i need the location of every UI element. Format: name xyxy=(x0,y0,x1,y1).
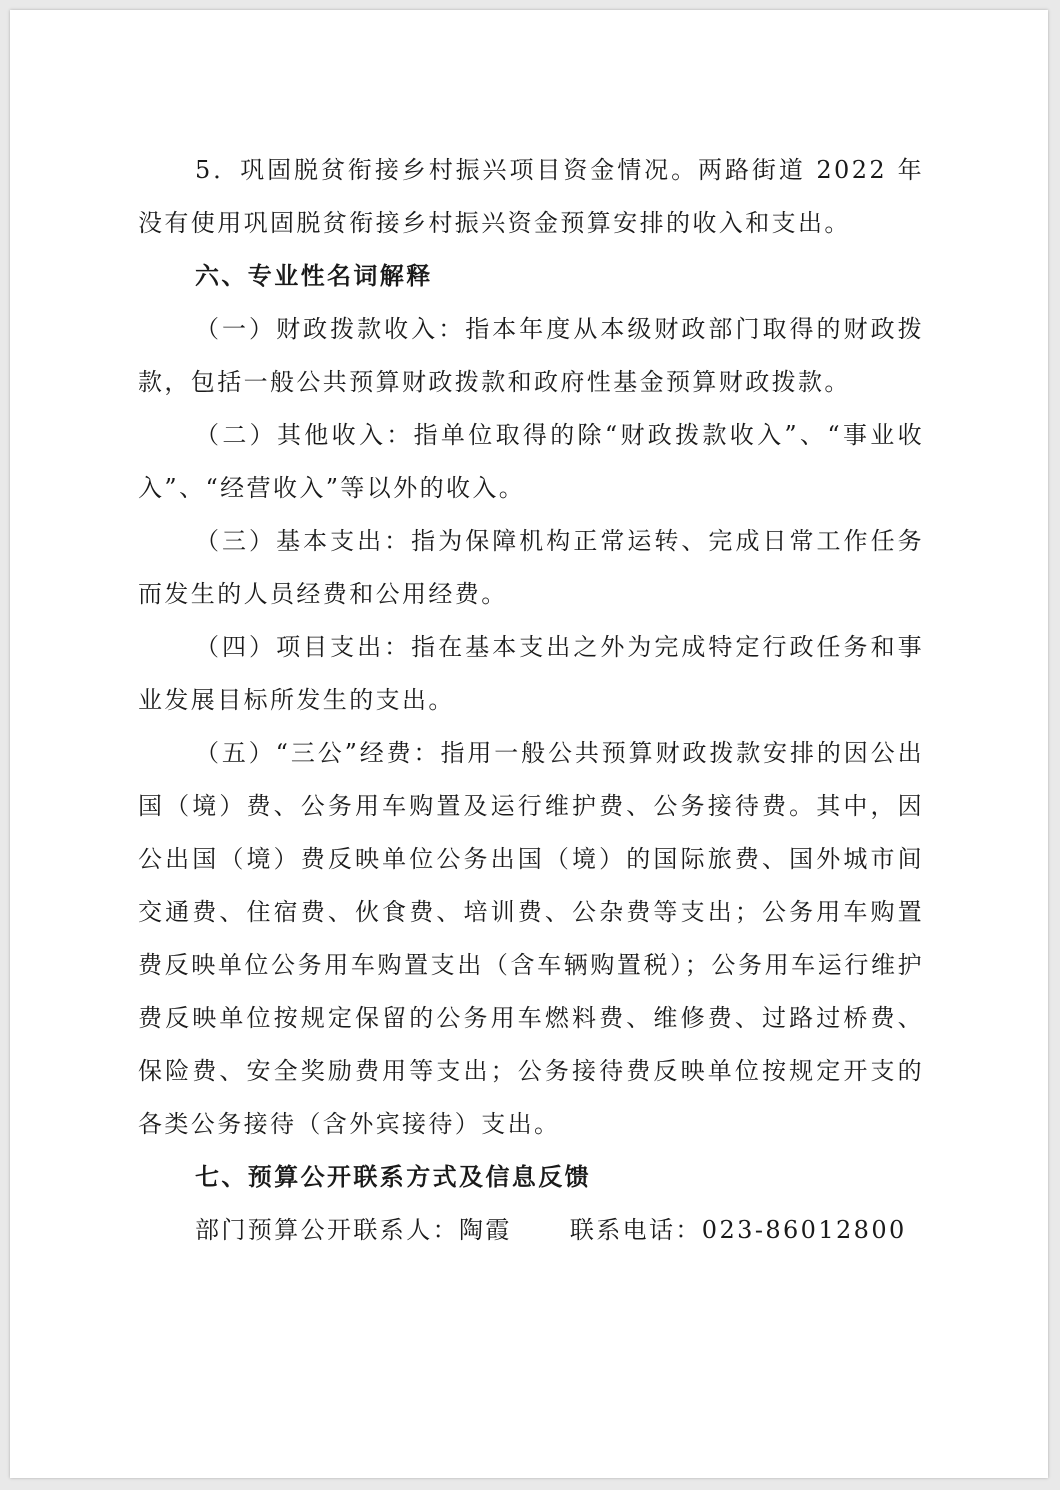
paragraph-item5: 5．巩固脱贫衔接乡村振兴项目资金情况。两路街道 2022 年没有使用巩固脱贫衔接乡村振兴资金预算安排的收入和支出。 xyxy=(138,156,924,237)
paragraph-term-4: （四）项目支出：指在基本支出之外为完成特定行政任务和事业发展目标所发生的支出。 xyxy=(138,633,924,714)
contact-phone: 联系电话：023-86012800 xyxy=(569,1216,907,1244)
paragraph-term-1: （一）财政拨款收入：指本年度从本级财政部门取得的财政拨款，包括一般公共预算财政拨款和政府性基金预算财政拨款。 xyxy=(138,315,924,396)
document-body xyxy=(138,144,924,1257)
paragraph-term-2: （二）其他收入：指单位取得的除“财政拨款收入”、“事业收入”、“经营收入”等以外的收入。 xyxy=(138,421,924,502)
document-page xyxy=(10,10,1048,1478)
section-heading-terms: 六、专业性名词解释 xyxy=(195,262,433,290)
paragraph-term-5: （五）“三公”经费：指用一般公共预算财政拨款安排的因公出国（境）费、公务用车购置及运行维护费、公务接待费。其中，因公出国（境）费反映单位公务出国（境）的国际旅费、国外城市间交通费、住宿费、伙食费、培训费、公杂费等支出；公务用车购置费反映单位公务用车购置支出（含车辆购置税）；公务用车运行维护费反映单位按规定保留的公务用车燃料费、维修费、过路过桥费、保险费、安全奖励费用等支出；公务接待费反映单位按规定开支的各类公务接待（含外宾接待）支出。 xyxy=(138,739,924,1138)
section-heading-contact: 七、预算公开联系方式及信息反馈 xyxy=(195,1163,591,1191)
paragraph-term-3: （三）基本支出：指为保障机构正常运转、完成日常工作任务而发生的人员经费和公用经费。 xyxy=(138,527,924,608)
contact-line xyxy=(138,1204,924,1257)
contact-person: 部门预算公开联系人：陶霞 xyxy=(195,1216,512,1244)
